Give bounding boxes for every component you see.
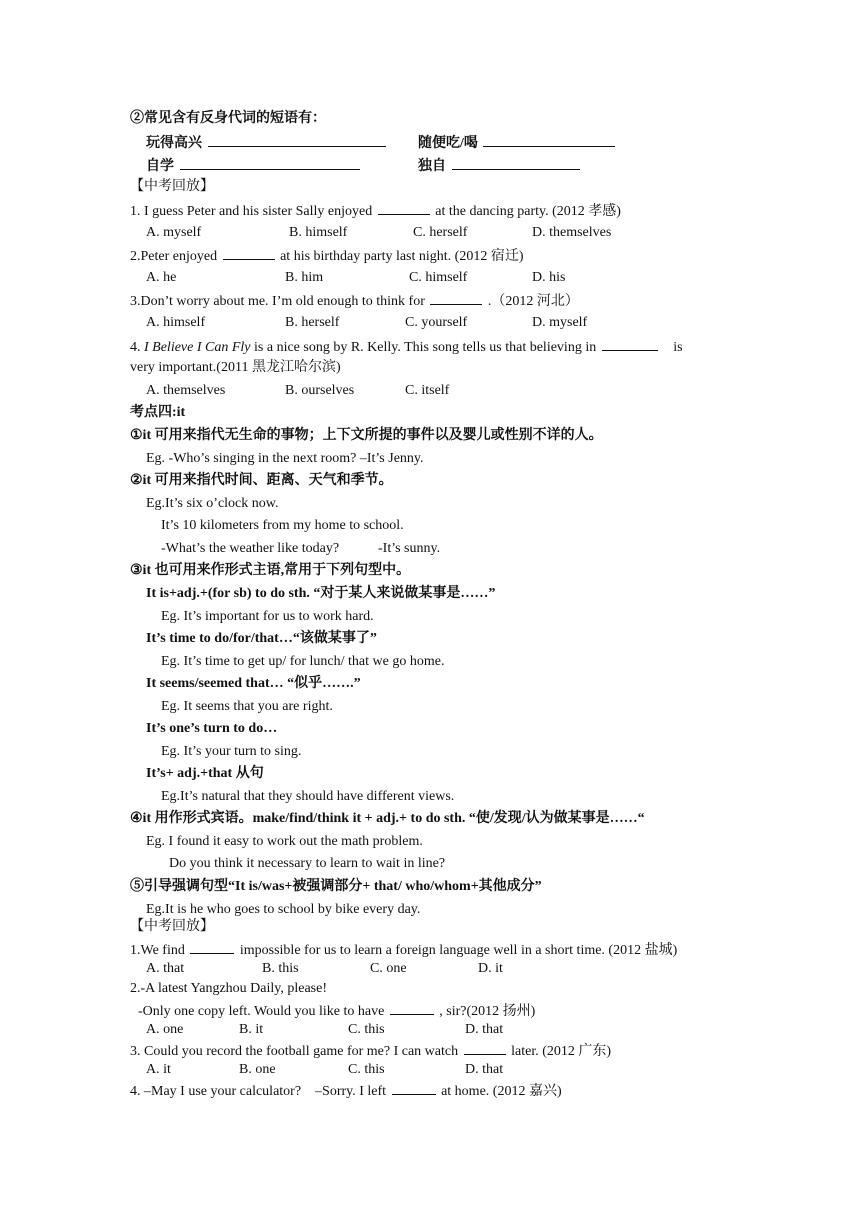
question-2-cont: -Only one copy left. Would you like to have , sir?(2012 扬州)	[138, 1001, 535, 1021]
option[interactable]: A. it	[146, 1062, 171, 1077]
option[interactable]: D. themselves	[532, 225, 612, 240]
example-text: Eg. It seems that you are right.	[161, 699, 333, 714]
option[interactable]: D. that	[465, 1022, 504, 1037]
rule-heading: ②it 可用来指代时间、距离、天气和季节。	[130, 473, 393, 488]
phrase-item: 独自	[418, 156, 582, 176]
rule-heading: ⑤引导强调句型“It is/was+被强调部分+ that/ who/whom+其他成分”	[130, 879, 542, 894]
answer-blank[interactable]	[392, 1081, 436, 1095]
sentence-pattern: It’s one’s turn to do…	[146, 721, 278, 736]
phrase-item: 玩得高兴	[146, 133, 388, 153]
answer-blank[interactable]	[208, 133, 386, 147]
example-text: -What’s the weather like today?	[161, 541, 340, 556]
option[interactable]: B. ourselves	[285, 383, 355, 398]
example-text: Eg.It’s natural that they should have different views.	[161, 789, 455, 804]
option[interactable]: D. myself	[532, 315, 588, 330]
rule-heading: ③it 也可用来作形式主语,常用于下列句型中。	[130, 563, 411, 578]
option[interactable]: B. herself	[285, 315, 340, 330]
sentence-pattern: It’s time to do/for/that…“该做某事了”	[146, 631, 377, 646]
answer-blank[interactable]	[483, 133, 615, 147]
option[interactable]: C. himself	[409, 270, 468, 285]
phrase-item: 自学	[146, 156, 362, 176]
example-text: -It’s sunny.	[378, 541, 441, 556]
option[interactable]: B. this	[262, 961, 299, 976]
example-text: Eg. It’s important for us to work hard.	[161, 609, 374, 624]
question-4-cont: very important.(2011 黑龙江哈尔滨)	[130, 360, 341, 375]
answer-blank[interactable]	[602, 337, 658, 351]
phrase-item: 随便吃/喝	[418, 133, 617, 153]
option[interactable]: A. myself	[146, 225, 202, 240]
sentence-pattern: It’s+ adj.+that 从句	[146, 766, 264, 781]
option[interactable]: A. that	[146, 961, 185, 976]
answer-blank[interactable]	[430, 291, 482, 305]
example-text: Do you think it necessary to learn to wait in line?	[169, 856, 446, 871]
sentence-pattern: It is+adj.+(for sb) to do sth. “对于某人来说做某事是……”	[146, 586, 496, 601]
option[interactable]: C. this	[348, 1062, 385, 1077]
rule-heading: ①it 可用来指代无生命的事物；上下文所提的事件以及婴儿或性别不详的人。	[130, 428, 603, 443]
review-header: 【中考回放】	[130, 919, 214, 934]
question-3: 3. Could you record the football game for me? I can watch later. (2012 广东)	[130, 1041, 611, 1061]
option[interactable]: B. him	[285, 270, 324, 285]
question-4: 4. I Believe I Can Fly is a nice song by R. Kelly. This song tells us that believing in is	[130, 337, 683, 357]
example-text: Eg. It’s your turn to sing.	[161, 744, 302, 759]
rule-heading: ④it 用作形式宾语。make/find/think it + adj.+ to do sth. “使/发现/认为做某事是……“	[130, 811, 645, 826]
answer-blank[interactable]	[452, 156, 580, 170]
example-text: Eg. -Who’s singing in the next room? –It’s Jenny.	[146, 451, 424, 466]
review-header: 【中考回放】	[130, 179, 214, 194]
question-1: 1.We find impossible for us to learn a foreign language well in a short time. (2012 盐城)	[130, 940, 677, 960]
answer-blank[interactable]	[464, 1041, 506, 1055]
answer-blank[interactable]	[390, 1001, 434, 1015]
example-text: It’s 10 kilometers from my home to school.	[161, 518, 404, 533]
option[interactable]: B. himself	[289, 225, 348, 240]
option[interactable]: C. herself	[413, 225, 468, 240]
example-text: Eg. It’s time to get up/ for lunch/ that we go home.	[161, 654, 445, 669]
option[interactable]: C. itself	[405, 383, 450, 398]
question-1: 1. I guess Peter and his sister Sally enjoyed at the dancing party. (2012 孝感)	[130, 201, 621, 221]
option[interactable]: A. he	[146, 270, 177, 285]
option[interactable]: B. it	[239, 1022, 264, 1037]
question-2: 2.-A latest Yangzhou Daily, please!	[130, 981, 327, 996]
section-title: 考点四:it	[130, 405, 186, 420]
option[interactable]: A. himself	[146, 315, 206, 330]
option[interactable]: D. it	[478, 961, 503, 976]
answer-blank[interactable]	[180, 156, 360, 170]
option[interactable]: D. that	[465, 1062, 504, 1077]
option[interactable]: D. his	[532, 270, 566, 285]
option[interactable]: C. one	[370, 961, 407, 976]
song-title: I Believe I Can Fly	[144, 340, 251, 355]
sentence-pattern: It seems/seemed that… “似乎…….”	[146, 676, 361, 691]
question-4: 4. –May I use your calculator? –Sorry. I left at home. (2012 嘉兴)	[130, 1081, 562, 1101]
option[interactable]: A. one	[146, 1022, 184, 1037]
option[interactable]: C. yourself	[405, 315, 468, 330]
option[interactable]: B. one	[239, 1062, 276, 1077]
option[interactable]: A. themselves	[146, 383, 226, 398]
phrases-title: ②常见含有反身代词的短语有：	[130, 111, 326, 126]
option[interactable]: C. this	[348, 1022, 385, 1037]
example-text: Eg. I found it easy to work out the math problem.	[146, 834, 423, 849]
question-2: 2.Peter enjoyed at his birthday party last night. (2012 宿迁)	[130, 246, 524, 266]
question-3: 3.Don’t worry about me. I’m old enough to think for .（2012 河北）	[130, 291, 579, 311]
answer-blank[interactable]	[378, 201, 430, 215]
example-text: Eg.It’s six o’clock now.	[146, 496, 279, 511]
example-text: Eg.It is he who goes to school by bike every day.	[146, 902, 421, 917]
answer-blank[interactable]	[223, 246, 275, 260]
answer-blank[interactable]	[190, 940, 234, 954]
